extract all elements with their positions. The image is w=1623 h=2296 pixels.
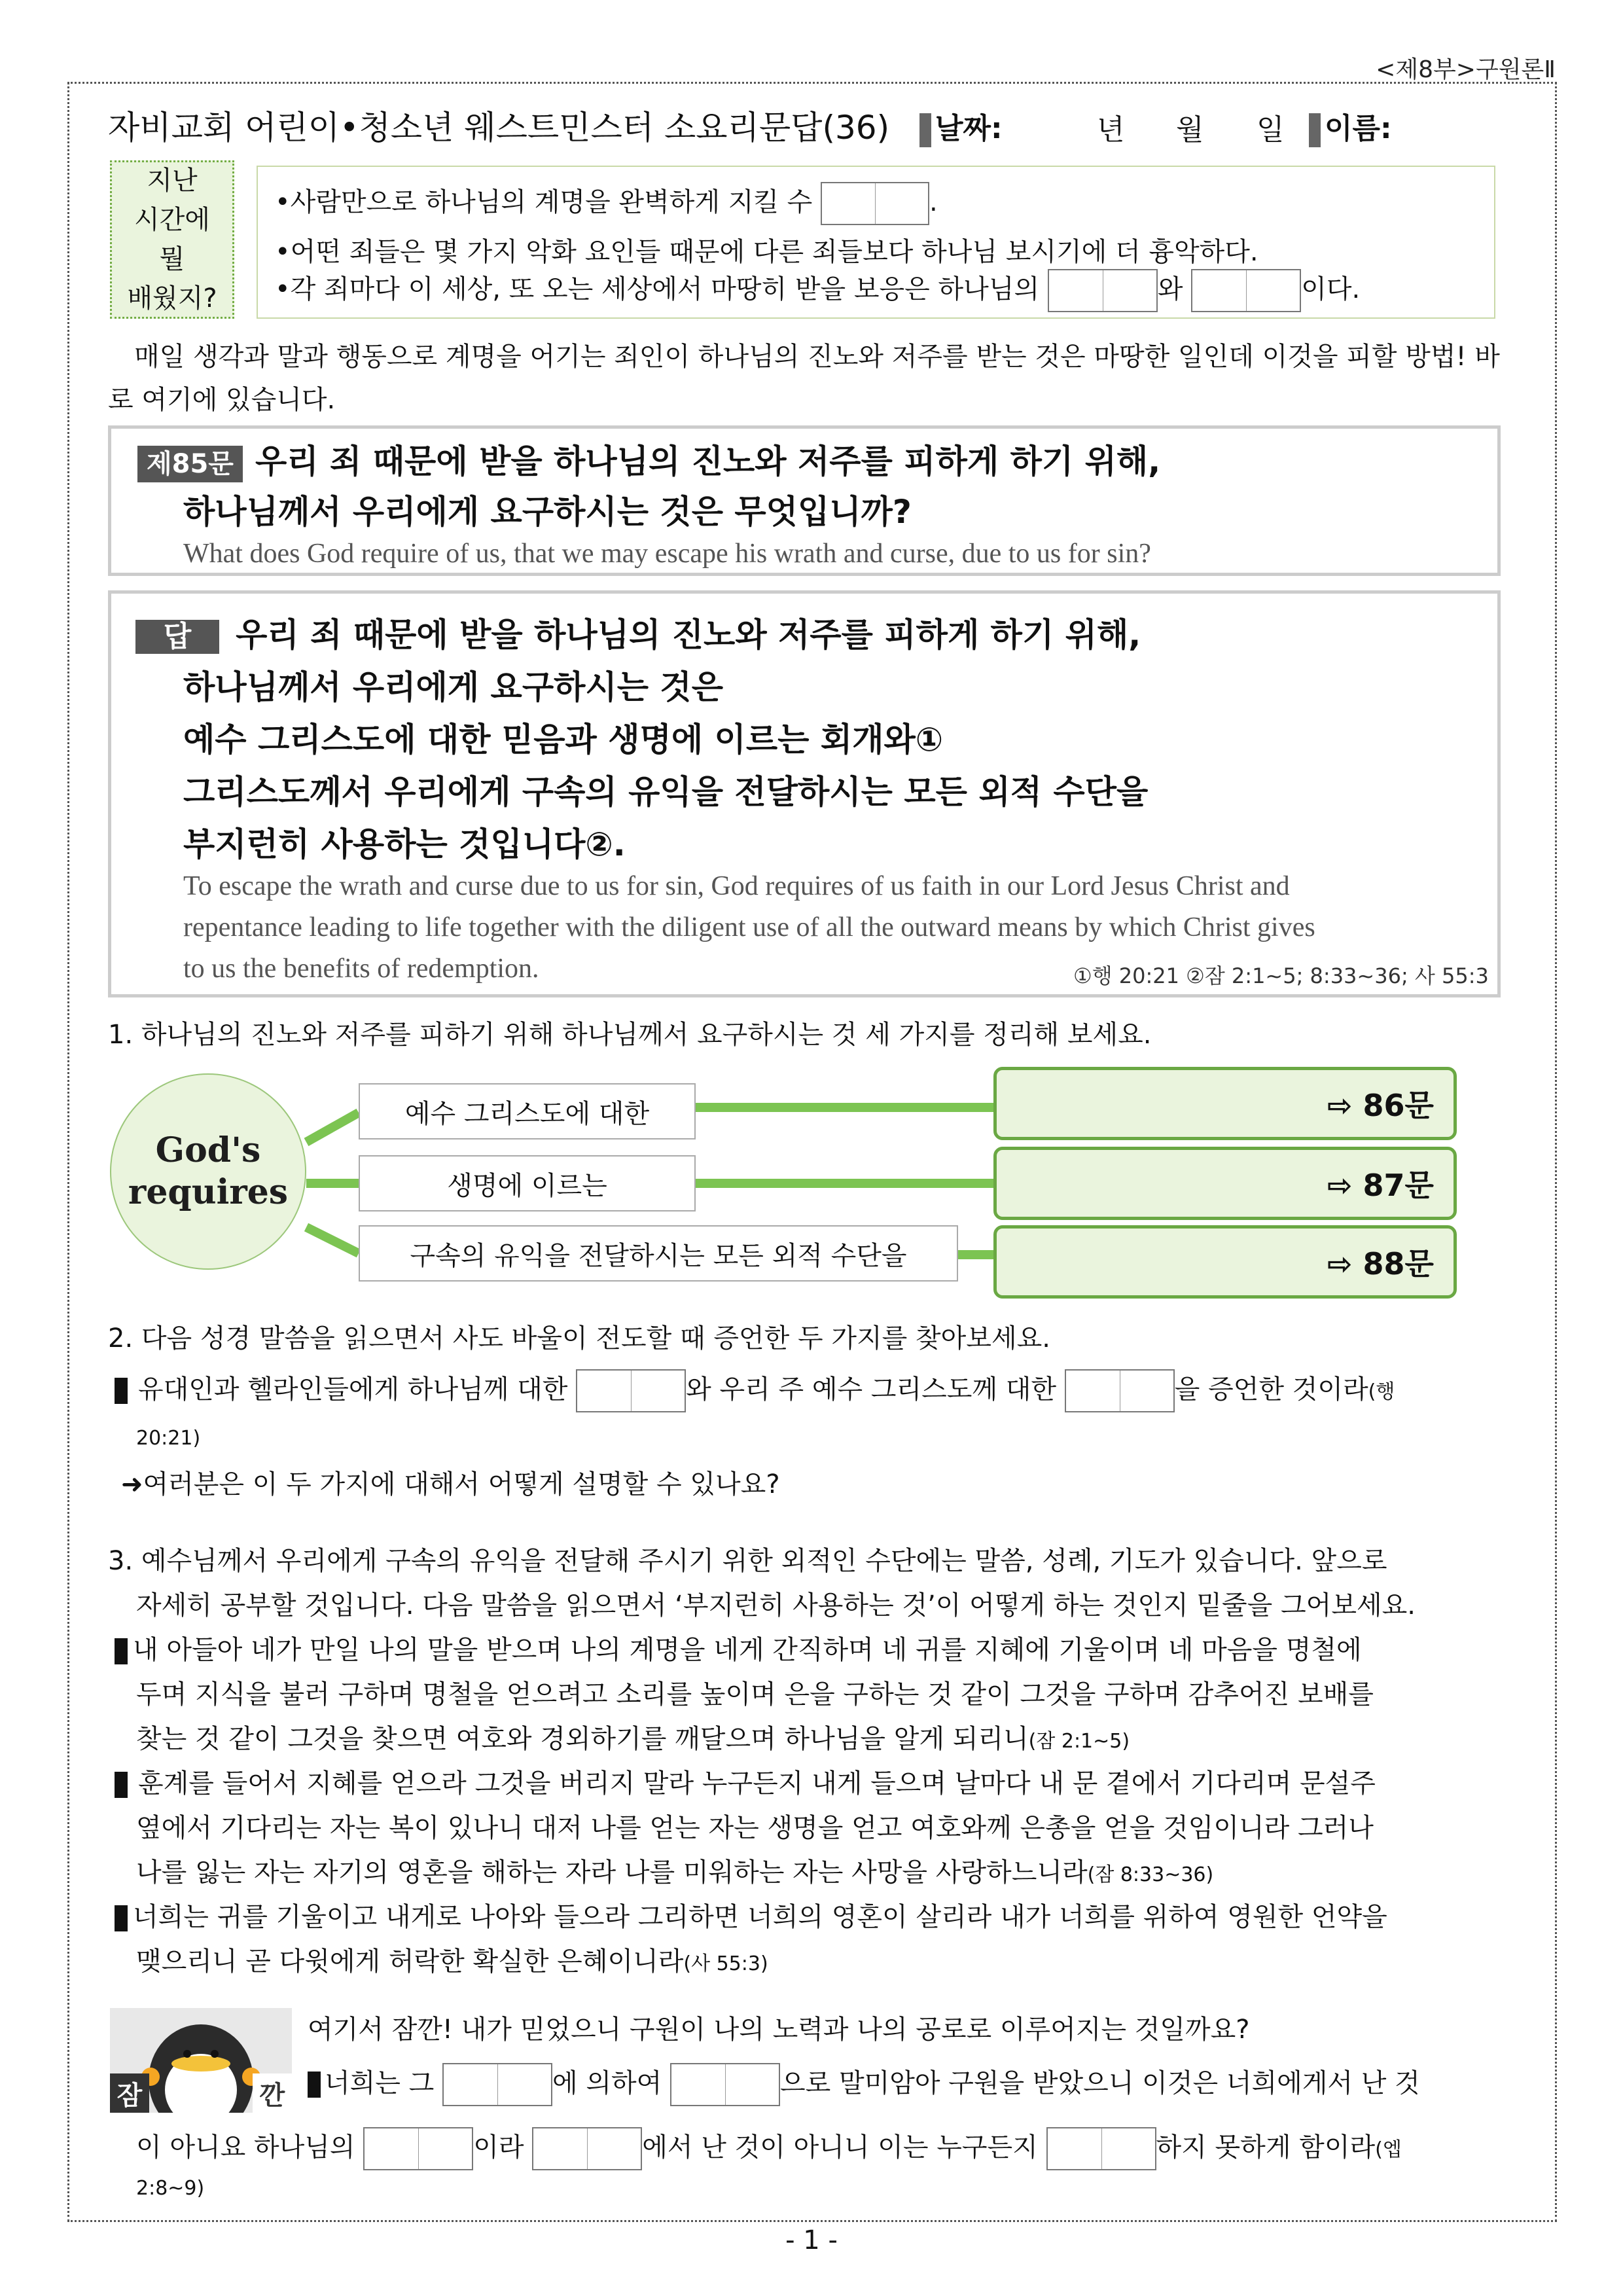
name-label: 이름: — [1325, 112, 1392, 145]
q3-verse-3-text-1: 너희는 귀를 기울이고 내게로 나아와 들으라 그리하면 너희의 영혼이 살리라 내가 너희를 위하여 영원한 언약을 — [133, 1902, 1387, 1932]
penguin-badge — [110, 2008, 292, 2113]
q1-prompt: 1. 하나님의 진노와 저주를 피하기 위해 하나님께서 요구하시는 것 세 가지를 정리해 보세요. — [108, 1020, 1152, 1050]
q2-verse-ref-a: (행 — [1368, 1380, 1395, 1403]
answer-english-2: repentance leading to life together with the diligent use of all the outward means by which Christ gives — [183, 912, 1315, 942]
pause-text-2a: 이 아니요 하나님의 — [136, 2132, 355, 2162]
question-english: What does God require of us, that we may escape his wrath and curse, due to us for sin? — [183, 539, 1151, 569]
pause-blank-2[interactable] — [670, 2063, 780, 2106]
review-line-3-end: 이다. — [1301, 274, 1361, 304]
pause-ref-a: (엡 — [1375, 2138, 1402, 2161]
pause-text-1a: 너희는 그 — [325, 2068, 435, 2098]
answer-text-1: 우리 죄 때문에 받을 하나님의 진노와 저주를 피하게 하기 위해, — [236, 616, 1141, 654]
month-label: 월 — [1176, 113, 1204, 147]
q3-verse-1-line-2: 두며 지식을 불러 구하며 명철을 얻으려고 소리를 높이며 은을 구하는 것 같이 그것을 구하며 감추어진 보배를 — [136, 1679, 1374, 1710]
bar-line-3 — [957, 1250, 996, 1259]
q2-verse — [115, 1368, 1395, 1414]
review-line-1-end: . — [929, 187, 938, 217]
q3-verse-3-text-2: 맺으리니 곧 다윗에게 허락한 확실한 은혜이니라 — [136, 1946, 684, 1977]
page-number: - 1 - — [785, 2225, 838, 2255]
bullet-square-icon — [308, 2072, 321, 2098]
pause-verse-line-1 — [308, 2062, 1420, 2106]
answer-badge: 답 — [135, 620, 219, 654]
year-label: 년 — [1097, 113, 1125, 147]
bar-line-2 — [695, 1179, 996, 1188]
intro-text: 매일 생각과 말과 행동으로 계명을 어기는 죄인이 하나님의 진노와 저주를 받는 것은 마땅한 일인데 이것을 피할 방법! 바로 여기에 있습니다. — [108, 342, 1500, 415]
page-title: 자비교회 어린이•청소년 웨스트민스터 소요리문답(36) — [108, 109, 890, 147]
pause-blank-1[interactable] — [442, 2063, 552, 2106]
answer-field-87[interactable]: ⇨ 87문 — [993, 1147, 1457, 1220]
answer-text-4: 그리스도께서 우리에게 구속의 유익을 전달하시는 모든 외적 수단을 — [183, 773, 1149, 811]
bullet-square-icon — [115, 1638, 128, 1664]
q3-verse-2-line-1 — [115, 1762, 1376, 1805]
date-label: 날짜: — [935, 112, 1003, 145]
label-outward-means: 구속의 유익을 전달하시는 모든 외적 수단을 — [359, 1225, 958, 1282]
pause-blank-5[interactable] — [1046, 2127, 1156, 2170]
q2-followup: ➜여러분은 이 두 가지에 대해서 어떻게 설명할 수 있나요? — [121, 1469, 780, 1499]
review-line-3-text: •각 죄마다 이 세상, 또 오는 세상에서 마땅히 받을 보응은 하나님의 — [275, 274, 1040, 304]
review-line-3-mid: 와 — [1157, 274, 1183, 304]
q2-verse-text-3: 을 증언한 것이라 — [1174, 1374, 1368, 1405]
question-text-1: 우리 죄 때문에 받을 하나님의 진노와 저주를 피하게 하기 위해, — [255, 442, 1161, 480]
answer-text-5: 부지런히 사용하는 것입니다②. — [183, 825, 626, 863]
pause-text-2c: 에서 난 것이 아니니 이는 누구든지 — [642, 2132, 1038, 2162]
q3-verse-1-ref: (잠 2:1~5) — [1028, 1730, 1130, 1753]
review-line-1-text: •사람만으로 하나님의 계명을 완벽하게 지킬 수 — [275, 187, 813, 217]
circle-line-2: requires — [128, 1172, 289, 1212]
q3-verse-2-line-2: 옆에서 기다리는 자는 복이 있나니 대저 나를 얻는 자는 생명을 얻고 여호와께 은총을 얻을 것임이니라 그러나 — [136, 1813, 1374, 1843]
q2-verse-text-1: 유대인과 헬라인들에게 하나님께 대한 — [138, 1374, 568, 1405]
connector-bottom — [306, 1227, 359, 1253]
review-tag-line: 시간에 — [134, 205, 210, 235]
pause-blank-3[interactable] — [363, 2127, 473, 2170]
pause-blank-4[interactable] — [532, 2127, 642, 2170]
q2-blank-1[interactable] — [576, 1369, 686, 1412]
q2-prompt: 2. 다음 성경 말씀을 읽으면서 사도 바울이 전도할 때 증언한 두 가지를 찾아보세요. — [108, 1323, 1050, 1354]
review-line-2: •어떤 죄들은 몇 가지 악화 요인들 때문에 다른 죄들보다 하나님 보시기에 더 흉악하다. — [275, 237, 1258, 267]
q3-verse-3-line-1 — [115, 1895, 1387, 1939]
pause-badge-right: 깐 — [253, 2073, 292, 2113]
circle-line-1: God's — [155, 1130, 261, 1170]
bullet-square-icon — [115, 1772, 128, 1798]
q3-prompt-1: 3. 예수님께서 우리에게 구속의 유익을 전달해 주시기 위한 외적인 수단에는 말씀, 성례, 기도가 있습니다. 앞으로 — [108, 1546, 1387, 1576]
q2-blank-2[interactable] — [1065, 1369, 1175, 1412]
question-text-2: 하나님께서 우리에게 요구하시는 것은 무엇입니까? — [183, 493, 912, 531]
q3-verse-1-line-3 — [136, 1717, 1130, 1763]
pause-badge-left: 잠 — [110, 2073, 149, 2113]
pause-ref-b: 2:8~9) — [136, 2177, 205, 2200]
answer-field-88[interactable]: ⇨ 88문 — [993, 1225, 1457, 1299]
review-tag-line: 지난 — [147, 166, 198, 196]
answer-references: ①행 20:21 ②잠 2:1~5; 8:33~36; 사 55:3 — [1073, 963, 1489, 988]
review-tag-line: 배웠지? — [127, 283, 217, 314]
part-label: <제8부>구원론Ⅱ — [1376, 56, 1556, 83]
day-label: 일 — [1257, 113, 1285, 147]
answer-english-1: To escape the wrath and curse due to us for sin, God requires of us faith in our Lord Jesus Christ and — [183, 871, 1290, 901]
bullet-square-icon — [115, 1905, 128, 1931]
q3-verse-1-line-1 — [115, 1628, 1362, 1672]
q3-prompt-2: 자세히 공부할 것입니다. 다음 말씀을 읽으면서 ‘부지런히 사용하는 것’이 어떻게 하는 것인지 밑줄을 그어보세요. — [136, 1590, 1416, 1621]
pause-question: 여기서 잠깐! 내가 믿었으니 구원이 나의 노력과 나의 공로로 이루어지는 것일까요? — [308, 2015, 1250, 2045]
bullet-square-icon — [115, 1378, 128, 1404]
answer-field-86[interactable]: ⇨ 86문 — [993, 1067, 1457, 1140]
q3-verse-2-ref: (잠 8:33~36) — [1087, 1863, 1214, 1886]
q3-verse-1-text-1: 내 아들아 네가 만일 나의 말을 받으며 나의 계명을 네게 간직하며 네 귀를 지혜에 기울이며 네 마음을 명철에 — [133, 1635, 1362, 1665]
q2-verse-text-2: 와 우리 주 예수 그리스도께 대한 — [686, 1374, 1057, 1405]
q3-verse-2-text-1: 훈계를 들어서 지혜를 얻으라 그것을 버리지 말라 누구든지 내게 들으며 날마다 내 문 곁에서 기다리며 문설주 — [138, 1768, 1376, 1799]
question-badge: 제85문 — [137, 446, 243, 482]
connector-top — [306, 1113, 359, 1142]
label-repentance: 생명에 이르는 — [359, 1155, 696, 1211]
pause-text-1c: 으로 말미암아 구원을 받았으니 이것은 너희에게서 난 것 — [780, 2068, 1420, 2098]
q2-verse-ref-b: 20:21) — [136, 1427, 201, 1450]
q3-verse-2-line-3 — [136, 1851, 1213, 1897]
q3-verse-1-text-3: 찾는 것 같이 그것을 찾으면 여호와 경외하기를 깨달으며 하나님을 알게 되리니 — [136, 1724, 1029, 1754]
q3-verse-3-line-2 — [136, 1940, 768, 1986]
answer-english-3: to us the benefits of redemption. — [183, 954, 539, 984]
answer-text-2: 하나님께서 우리에게 요구하시는 것은 — [183, 668, 724, 706]
q3-verse-2-text-3: 나를 잃는 자는 자기의 영혼을 해하는 자라 나를 미워하는 자는 사망을 사랑하느니라 — [136, 1857, 1088, 1888]
bar-line-1 — [695, 1103, 996, 1112]
pause-verse-line-2 — [136, 2126, 1402, 2172]
review-tag-line: 뭘 — [159, 244, 185, 274]
label-faith: 예수 그리스도에 대한 — [359, 1083, 696, 1139]
pause-text-1b: 에 의하여 — [552, 2068, 662, 2098]
pause-text-2b: 이라 — [473, 2132, 524, 2162]
answer-text-3: 예수 그리스도에 대한 믿음과 생명에 이르는 회개와① — [183, 721, 944, 759]
q3-verse-3-ref: (사 55:3) — [683, 1952, 768, 1975]
pause-text-2d: 하지 못하게 함이라 — [1156, 2132, 1376, 2162]
